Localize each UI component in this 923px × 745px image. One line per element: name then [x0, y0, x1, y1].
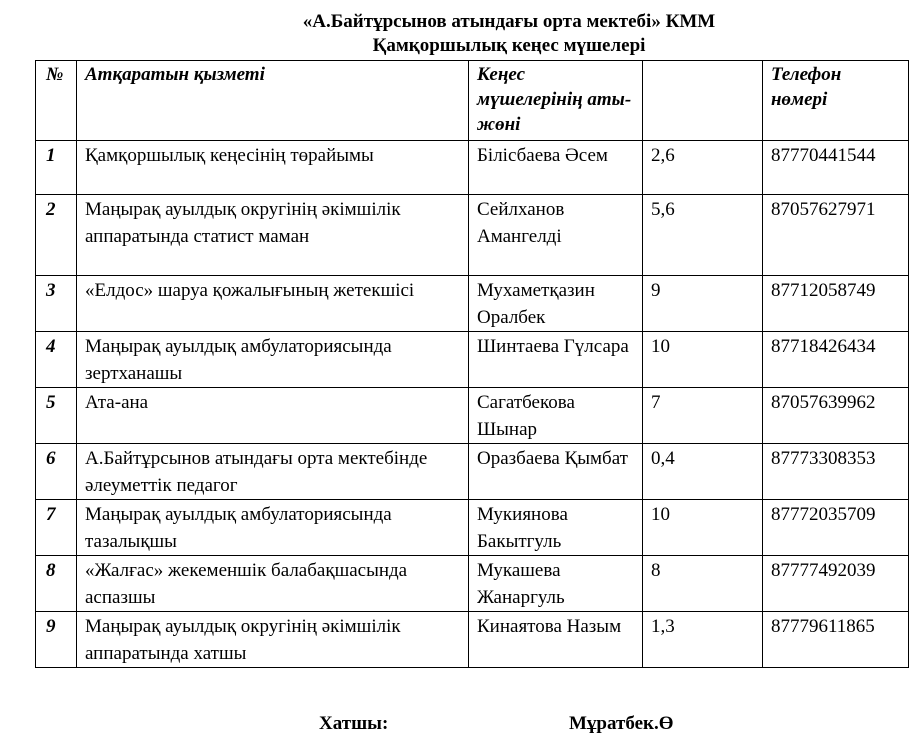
row-num: 3: [36, 276, 77, 332]
row-num: 8: [36, 556, 77, 612]
row-value: 7: [643, 388, 763, 444]
table-row: [36, 500, 909, 556]
row-value: 1,3: [643, 612, 763, 668]
row-name: Мухаметқазин Оралбек: [469, 276, 643, 332]
header-value: [643, 61, 763, 141]
header-name: Кеңес мүшелерінің аты-жөні: [469, 61, 643, 141]
row-num: 9: [36, 612, 77, 668]
table-row: [36, 444, 909, 500]
secretary-name: Мұратбек.Ө: [569, 713, 674, 734]
row-name: Мукашева Жанаргуль: [469, 556, 643, 612]
table-row: [36, 556, 909, 612]
header-num: №: [36, 61, 77, 141]
row-value: 10: [643, 500, 763, 556]
row-name: Сагатбекова Шынар: [469, 388, 643, 444]
row-name: Мукиянова Бакытгуль: [469, 500, 643, 556]
row-name: Шинтаева Гүлсара: [469, 332, 643, 388]
row-position: Маңырақ ауылдық амбулаториясында тазалықшы: [77, 500, 469, 556]
row-phone: 87712058749: [763, 276, 909, 332]
document-subtitle: Қамқоршылық кеңес мүшелері: [372, 35, 646, 56]
table-row: [36, 195, 909, 276]
row-name: Сейлханов Амангелді: [469, 195, 643, 276]
header-position: Атқаратын қызметі: [77, 61, 469, 141]
row-position: А.Байтұрсынов атындағы орта мектебінде әлеуметтік педагог: [77, 444, 469, 500]
members-table: [35, 60, 909, 668]
row-num: 2: [36, 195, 77, 276]
row-value: 2,6: [643, 141, 763, 195]
table-row: [36, 612, 909, 668]
row-num: 7: [36, 500, 77, 556]
row-value: 8: [643, 556, 763, 612]
table-row: [36, 388, 909, 444]
row-value: 0,4: [643, 444, 763, 500]
table-row: [36, 332, 909, 388]
row-phone: 87718426434: [763, 332, 909, 388]
table-row: [36, 276, 909, 332]
row-num: 5: [36, 388, 77, 444]
row-value: 9: [643, 276, 763, 332]
table-header-row: [36, 61, 909, 141]
row-phone: 87773308353: [763, 444, 909, 500]
row-phone: 87770441544: [763, 141, 909, 195]
table-row: [36, 141, 909, 195]
row-phone: 87777492039: [763, 556, 909, 612]
row-position: «Жалғас» жекеменшік балабақшасында аспазшы: [77, 556, 469, 612]
row-name: Кинаятова Назым: [469, 612, 643, 668]
row-position: Ата-ана: [77, 388, 469, 444]
row-phone: 87057627971: [763, 195, 909, 276]
row-position: Маңырақ ауылдық округінің әкімшілік аппаратында статист маман: [77, 195, 469, 276]
row-phone: 87779611865: [763, 612, 909, 668]
row-position: «Елдос» шаруа қожалығының жетекшісі: [77, 276, 469, 332]
row-value: 10: [643, 332, 763, 388]
row-position: Қамқоршылық кеңесінің төрайымы: [77, 141, 469, 195]
row-phone: 87057639962: [763, 388, 909, 444]
secretary-label: Хатшы:: [319, 713, 389, 734]
row-position: Маңырақ ауылдық округінің әкімшілік аппаратында хатшы: [77, 612, 469, 668]
row-name: Білісбаева Әсем: [469, 141, 643, 195]
document-title: «А.Байтұрсынов атындағы орта мектебі» КММ: [302, 11, 716, 32]
header-phone: Телефон нөмері: [763, 61, 909, 141]
row-value: 5,6: [643, 195, 763, 276]
row-num: 4: [36, 332, 77, 388]
row-name: Оразбаева Қымбат: [469, 444, 643, 500]
row-phone: 87772035709: [763, 500, 909, 556]
row-position: Маңырақ ауылдық амбулаториясында зертханашы: [77, 332, 469, 388]
row-num: 6: [36, 444, 77, 500]
row-num: 1: [36, 141, 77, 195]
